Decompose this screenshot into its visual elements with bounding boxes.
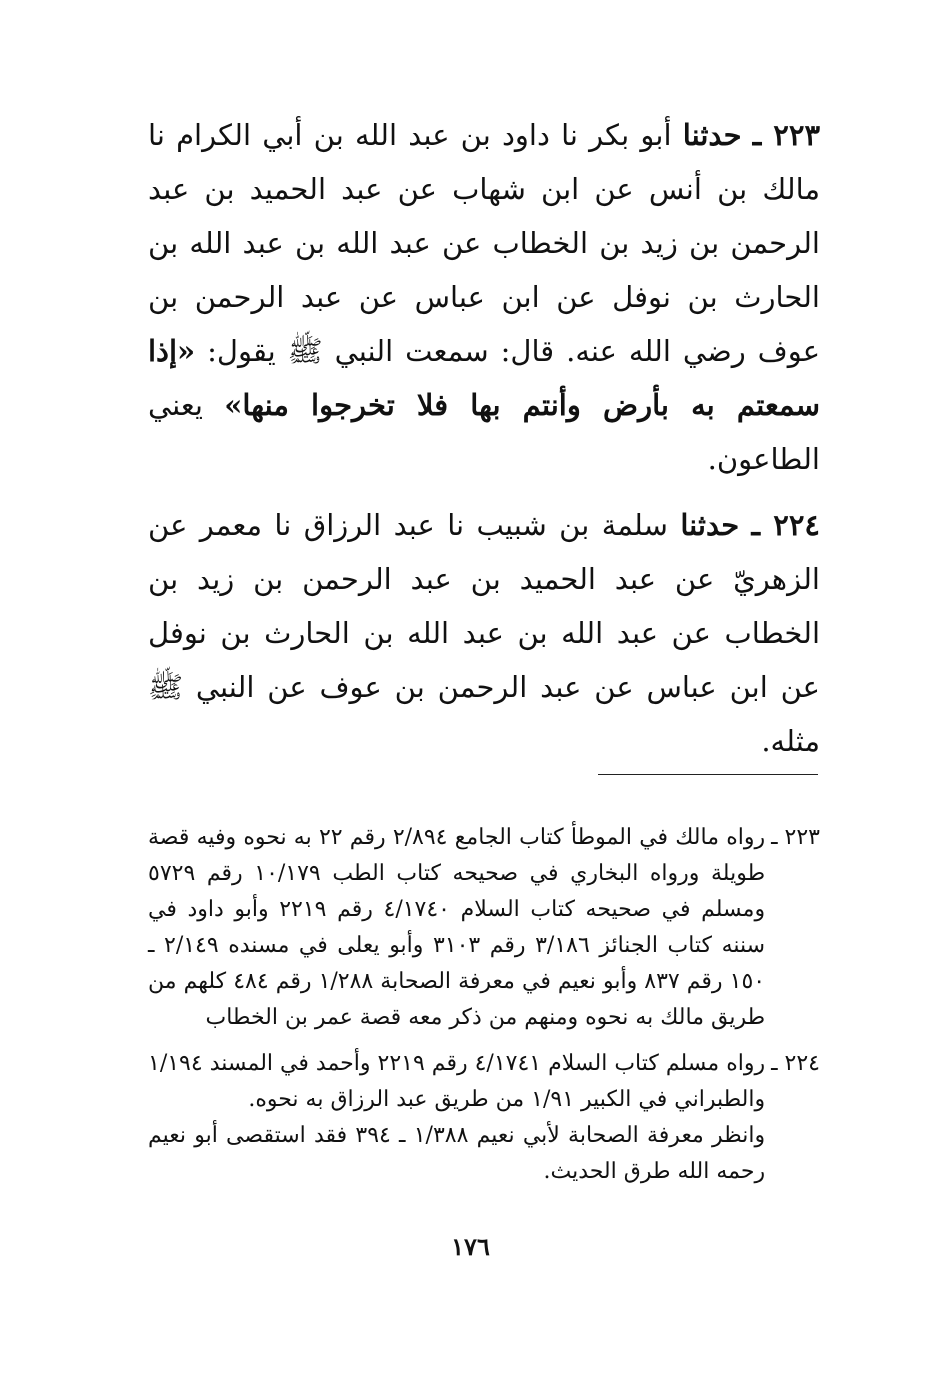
hadith-isnad: أبو بكر نا داود بن عبد الله بن أبي الكرام نا مالك بن أنس عن ابن شهاب عن عبد الحميد بن عبد الرحمن بن زيد بن الخطاب عن عبد الله بن عبد الله بن الحارث بن نوفل عن ابن عباس عن عبد الرحمن بن عوف رضي الله عنه. قال: سمعت النبي ﷺ يقول: xyxy=(148,118,821,368)
footnote-divider xyxy=(598,774,818,775)
hadith-lead: حدثنا xyxy=(680,508,740,542)
hadith-number: ٢٢٤ ـ xyxy=(751,508,821,542)
hadith-isnad: سلمة بن شبيب نا عبد الرزاق نا معمر عن الزهريّ عن عبد الحميد بن عبد الرحمن بن زيد بن الخطاب عن عبد الله بن عبد الله بن الحارث بن نوفل عن ابن عباس عن عبد الرحمن بن عوف عن النبي ﷺ مثله. xyxy=(148,508,820,758)
hadith-number: ٢٢٣ ـ xyxy=(752,118,821,152)
footnote-number: ٢٢٣ ـ xyxy=(771,825,820,850)
hadith-matn: «إذا سمعتم به بأرض وأنتم بها فلا تخرجوا منها» xyxy=(148,334,821,422)
hadith-224 xyxy=(148,498,820,768)
footnote-number: ٢٢٤ ـ xyxy=(771,1051,820,1076)
footnote-text: رواه مسلم كتاب السلام ٤/١٧٤١ رقم ٢٢١٩ وأحمد في المسند ١/١٩٤ والطبراني في الكبير ١/٩١ من طريق عبد الرزاق به نحوه. xyxy=(148,1051,766,1112)
page-number: ١٧٦ xyxy=(451,1232,490,1261)
footnotes xyxy=(148,820,820,1190)
hadith-comment: يعني الطاعون. xyxy=(148,388,820,476)
hadith-lead: حدثنا xyxy=(682,118,742,152)
footnote-224 xyxy=(148,1046,820,1190)
hadith-223 xyxy=(148,108,820,486)
main-text xyxy=(148,108,820,768)
footnote-text: وانظر معرفة الصحابة لأبي نعيم ١/٣٨٨ ـ ٣٩٤ فقد استقصى أبو نعيم رحمه الله طرق الحديث. xyxy=(148,1123,766,1184)
footnote-text: رواه مالك في الموطأ كتاب الجامع ٢/٨٩٤ رقم ٢٢ به نحوه وفيه قصة طويلة ورواه البخاري في صحيحه كتاب الطب ١٠/١٧٩ رقم ٥٧٢٩ ومسلم في صحيحه كتاب السلام ٤/١٧٤٠ رقم ٢٢١٩ وأبو داود في سننه كتاب الجنائز ٣/١٨٦ رقم ٣١٠٣ وأبو يعلى في مسنده ٢/١٤٩ ـ ١٥٠ رقم ٨٣٧ وأبو نعيم في معرفة الصحابة ١/٢٨٨ رقم ٤٨٤ كلهم من طريق مالك به نحوه ومنهم من ذكر معه قصة عمر بن الخطاب xyxy=(148,825,766,1030)
footnote-223 xyxy=(148,820,820,1036)
